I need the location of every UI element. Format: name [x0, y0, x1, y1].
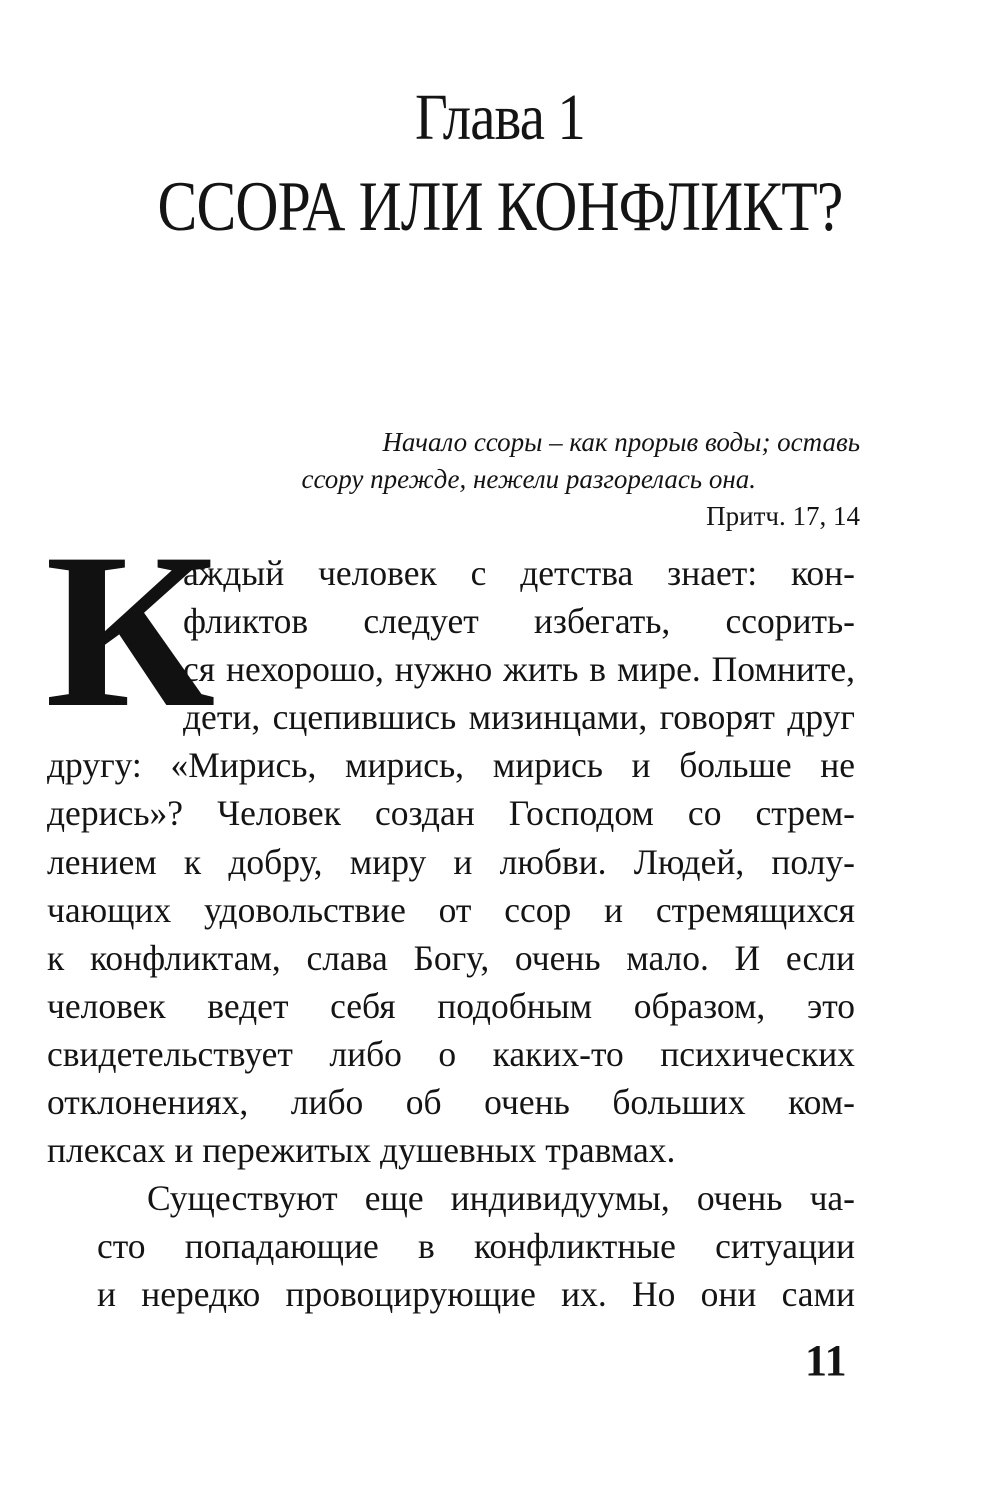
- paragraph-line: Существуют еще индивидуумы, очень ча-: [147, 1178, 855, 1219]
- epigraph-line-1: Начало ссоры – как прорыв воды; оставь: [382, 427, 860, 457]
- paragraph-line: к конфликтам, слава Богу, очень мало. И если: [47, 937, 855, 978]
- paragraph-line: свидетельствует либо о каких-то психических: [47, 1033, 855, 1074]
- page-number: 11: [805, 1336, 847, 1385]
- epigraph-source: Притч. 17, 14: [706, 501, 860, 531]
- paragraph-line: и нередко провоцирующие их. Но они сами: [97, 1274, 855, 1315]
- paragraph-line: дерись»? Человек создан Господом со стрем-: [47, 793, 855, 834]
- drop-cap: К: [45, 508, 216, 754]
- paragraph-line: аждый человек с детства знает: кон-: [183, 553, 855, 593]
- chapter-heading: [0, 78, 1000, 250]
- epigraph-quote: [250, 424, 860, 498]
- paragraph-line: ся нехорошо, нужно жить в мире. Помните,: [183, 649, 855, 690]
- epigraph: [250, 424, 860, 535]
- epigraph-line-2: ссору прежде, нежели разгорелась она.: [301, 464, 756, 494]
- chapter-title: ССОРА ИЛИ КОНФЛИКТ?: [157, 168, 843, 246]
- paragraph-line: фликтов следует избегать, ссорить-: [183, 601, 855, 642]
- paragraph-line: сто попадающие в конфликтные ситуации: [97, 1226, 855, 1267]
- paragraph-line: отклонениях, либо об очень больших ком-: [47, 1082, 855, 1123]
- paragraph-line: плексах и пережитых душевных травмах.: [47, 1130, 676, 1171]
- chapter-number: Глава 1: [415, 81, 585, 154]
- paragraph-line: лением к добру, миру и любви. Людей, полу-: [47, 841, 855, 882]
- paragraph-line: чающих удовольствие от ссор и стремящихся: [47, 889, 855, 930]
- paragraph-2: [47, 1174, 855, 1318]
- paragraph-line: другу: «Мирись, мирись, мирись и больше не: [47, 745, 855, 786]
- paragraph-line: человек ведет себя подобным образом, это: [47, 985, 855, 1026]
- paragraph-line: дети, сцепившись мизинцами, говорят друг: [183, 697, 855, 738]
